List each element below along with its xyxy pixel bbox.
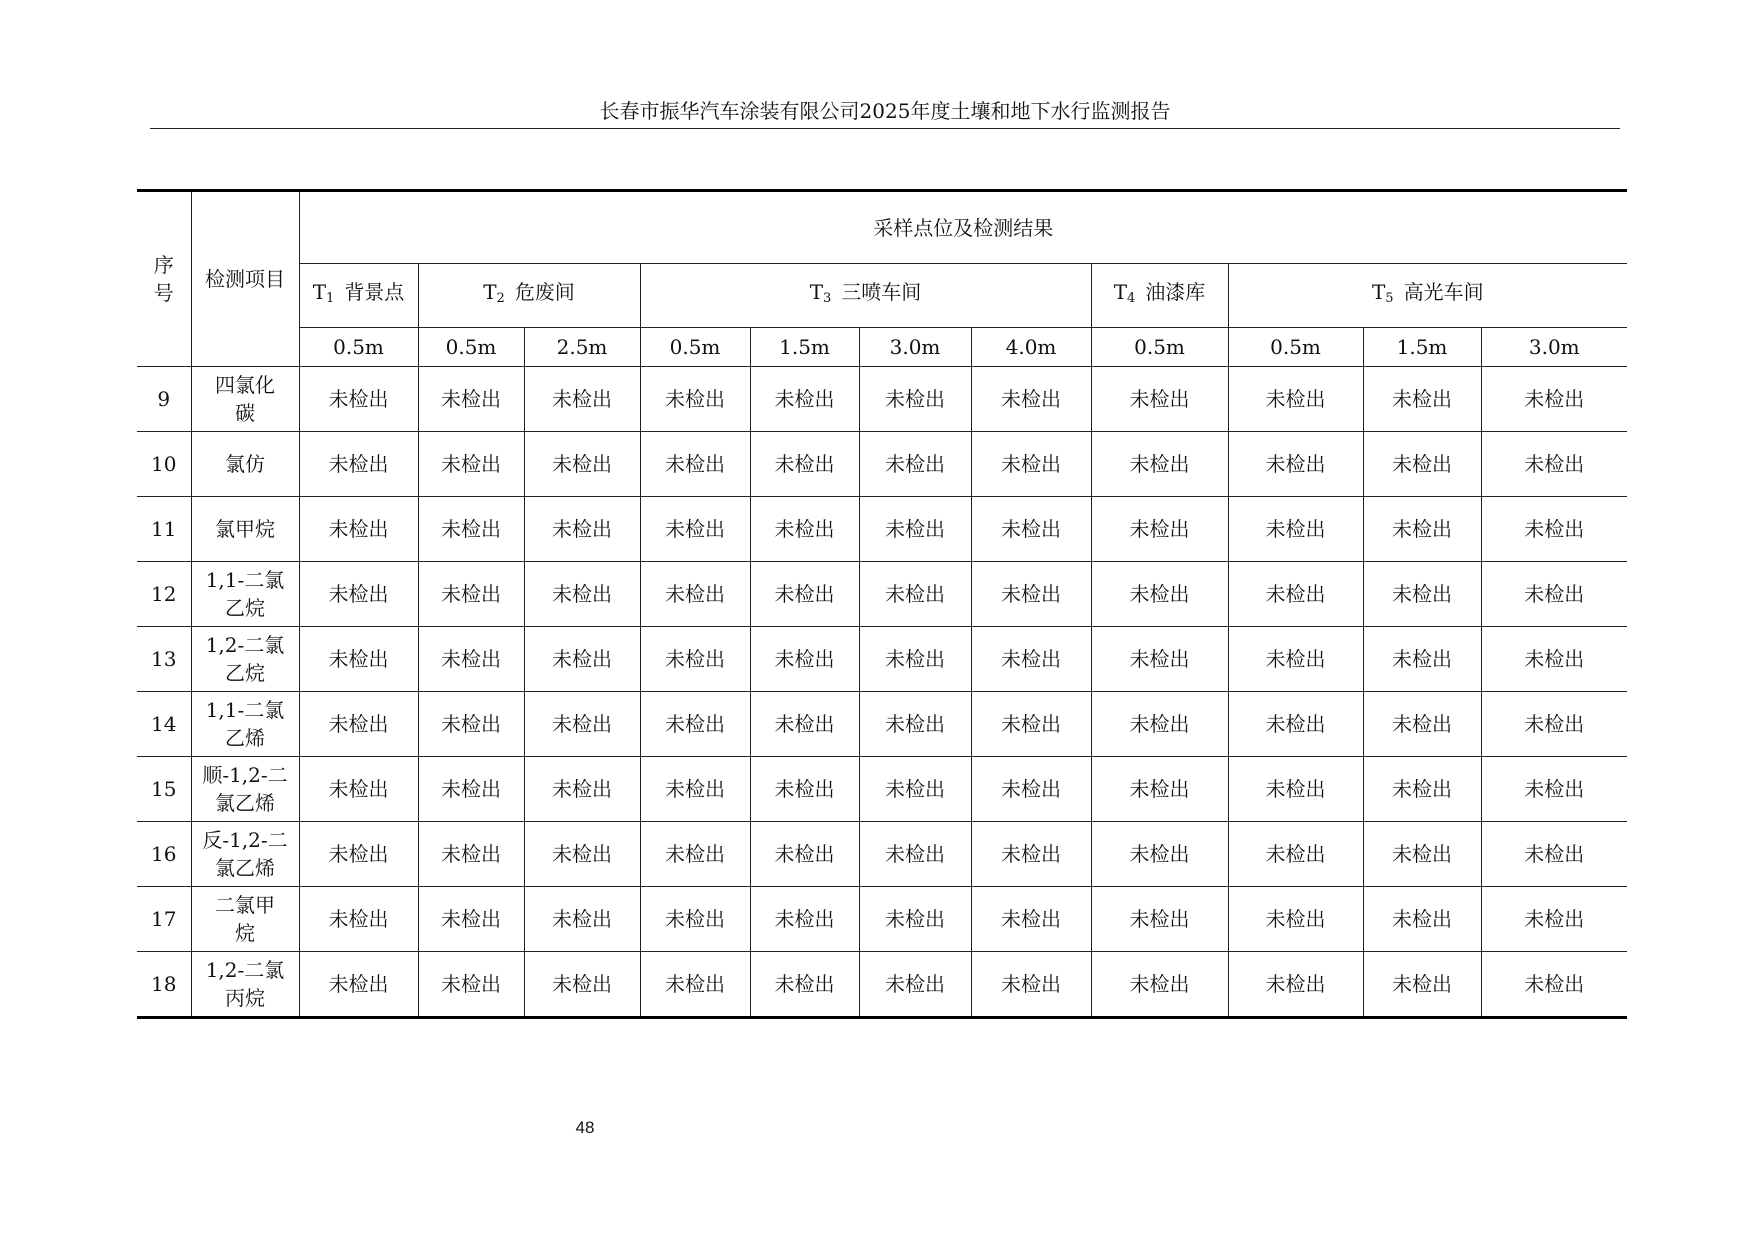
- result-cell: 未检出: [1363, 432, 1481, 497]
- result-cell: 未检出: [524, 887, 640, 952]
- result-cell: 未检出: [640, 887, 750, 952]
- result-cell: 未检出: [1481, 562, 1627, 627]
- result-cell: 未检出: [299, 627, 418, 692]
- row-seq: 10: [137, 432, 191, 497]
- row-item: [191, 757, 299, 822]
- result-cell: 未检出: [1228, 562, 1363, 627]
- page-header-title: 长春市振华汽车涂装有限公司2025年度土壤和地下水行监测报告: [150, 96, 1620, 129]
- result-cell: 未检出: [1481, 627, 1627, 692]
- site-code-subscript: 1: [326, 291, 335, 306]
- result-cell: 未检出: [640, 952, 750, 1018]
- result-cell: 未检出: [1481, 887, 1627, 952]
- result-cell: 未检出: [1228, 627, 1363, 692]
- row-seq: 16: [137, 822, 191, 887]
- result-cell: 未检出: [640, 822, 750, 887]
- result-cell: 未检出: [524, 497, 640, 562]
- result-cell: 未检出: [418, 562, 524, 627]
- table-row: [137, 562, 1627, 627]
- result-cell: 未检出: [640, 562, 750, 627]
- result-cell: 未检出: [299, 692, 418, 757]
- row-item-line: 乙烷: [225, 596, 265, 620]
- result-cell: 未检出: [1228, 497, 1363, 562]
- result-cell: 未检出: [859, 497, 971, 562]
- site-code-subscript: 5: [1385, 291, 1394, 306]
- row-item-line: 乙烯: [225, 726, 265, 750]
- row-item-line: 1,2-二氯: [205, 958, 285, 982]
- result-cell: 未检出: [1363, 497, 1481, 562]
- result-cell: 未检出: [750, 952, 859, 1018]
- result-cell: 未检出: [418, 432, 524, 497]
- result-cell: 未检出: [750, 562, 859, 627]
- row-seq: 9: [137, 367, 191, 432]
- table-row: [137, 887, 1627, 952]
- row-item-line: 碳: [235, 401, 255, 425]
- result-cell: 未检出: [418, 627, 524, 692]
- depth-header: 1.5m: [750, 328, 859, 367]
- page-number: 48: [575, 1118, 595, 1137]
- result-cell: 未检出: [859, 822, 971, 887]
- result-cell: 未检出: [640, 367, 750, 432]
- result-cell: 未检出: [859, 952, 971, 1018]
- table-row: [137, 822, 1627, 887]
- result-cell: 未检出: [971, 952, 1091, 1018]
- row-item: [191, 822, 299, 887]
- result-cell: 未检出: [859, 627, 971, 692]
- result-cell: 未检出: [750, 887, 859, 952]
- result-cell: 未检出: [1228, 367, 1363, 432]
- result-cell: 未检出: [299, 497, 418, 562]
- result-cell: 未检出: [524, 692, 640, 757]
- row-item-line: 1,2-二氯: [205, 633, 285, 657]
- result-cell: 未检出: [418, 692, 524, 757]
- site-code: T: [1113, 280, 1128, 304]
- result-cell: 未检出: [524, 952, 640, 1018]
- result-cell: 未检出: [524, 757, 640, 822]
- site-header: [418, 264, 640, 328]
- site-header: [640, 264, 1091, 328]
- result-cell: 未检出: [1363, 952, 1481, 1018]
- site-header: [1228, 264, 1627, 328]
- result-cell: 未检出: [1481, 432, 1627, 497]
- result-cell: 未检出: [1363, 562, 1481, 627]
- result-cell: 未检出: [750, 822, 859, 887]
- result-cell: 未检出: [1091, 367, 1228, 432]
- row-seq: 15: [137, 757, 191, 822]
- depth-header: 0.5m: [1228, 328, 1363, 367]
- row-seq: 13: [137, 627, 191, 692]
- result-cell: 未检出: [1481, 692, 1627, 757]
- result-cell: 未检出: [1363, 692, 1481, 757]
- col-header-group-title: 采样点位及检测结果: [299, 191, 1627, 264]
- result-cell: 未检出: [1363, 367, 1481, 432]
- result-cell: 未检出: [750, 692, 859, 757]
- row-item-line: 氯仿: [225, 452, 265, 476]
- row-item-line: 反-1,2-二: [202, 828, 288, 852]
- result-cell: 未检出: [1481, 497, 1627, 562]
- result-cell: 未检出: [1481, 822, 1627, 887]
- monitoring-results-table: [137, 189, 1627, 1019]
- site-name: 油漆库: [1145, 280, 1206, 304]
- table-row: [137, 692, 1627, 757]
- result-cell: 未检出: [971, 562, 1091, 627]
- result-cell: 未检出: [640, 757, 750, 822]
- depth-header: 1.5m: [1363, 328, 1481, 367]
- result-cell: 未检出: [640, 497, 750, 562]
- result-cell: 未检出: [971, 432, 1091, 497]
- result-cell: 未检出: [299, 757, 418, 822]
- row-item: [191, 627, 299, 692]
- result-cell: 未检出: [418, 367, 524, 432]
- row-item: [191, 367, 299, 432]
- row-item-line: 乙烷: [225, 661, 265, 685]
- result-cell: 未检出: [859, 692, 971, 757]
- col-header-seq-char: 号: [153, 281, 174, 305]
- result-cell: 未检出: [299, 887, 418, 952]
- site-name: 背景点: [344, 280, 405, 304]
- site-name: 危废间: [514, 280, 575, 304]
- result-cell: 未检出: [1228, 822, 1363, 887]
- result-cell: 未检出: [418, 497, 524, 562]
- row-seq: 17: [137, 887, 191, 952]
- row-item: [191, 562, 299, 627]
- result-cell: 未检出: [418, 952, 524, 1018]
- result-cell: 未检出: [859, 887, 971, 952]
- result-cell: 未检出: [299, 562, 418, 627]
- result-cell: 未检出: [1091, 692, 1228, 757]
- result-cell: 未检出: [524, 562, 640, 627]
- depth-header: 0.5m: [1091, 328, 1228, 367]
- table-row: [137, 952, 1627, 1018]
- result-cell: 未检出: [1091, 952, 1228, 1018]
- result-cell: 未检出: [418, 757, 524, 822]
- result-cell: 未检出: [750, 757, 859, 822]
- result-cell: 未检出: [750, 497, 859, 562]
- row-item-line: 二氯甲: [215, 893, 275, 917]
- site-header: [1091, 264, 1228, 328]
- result-cell: 未检出: [1091, 562, 1228, 627]
- result-cell: 未检出: [524, 627, 640, 692]
- result-cell: 未检出: [1481, 757, 1627, 822]
- site-code-subscript: 2: [496, 291, 505, 306]
- table-row: [137, 627, 1627, 692]
- row-item: [191, 692, 299, 757]
- row-item-line: 1,1-二氯: [205, 698, 285, 722]
- result-cell: 未检出: [1228, 692, 1363, 757]
- depth-header: 3.0m: [859, 328, 971, 367]
- result-cell: 未检出: [971, 627, 1091, 692]
- result-cell: 未检出: [1363, 627, 1481, 692]
- result-cell: 未检出: [1363, 757, 1481, 822]
- table-row: [137, 757, 1627, 822]
- result-cell: 未检出: [1091, 432, 1228, 497]
- result-cell: 未检出: [859, 367, 971, 432]
- result-cell: 未检出: [750, 627, 859, 692]
- table-row: [137, 367, 1627, 432]
- result-cell: 未检出: [299, 822, 418, 887]
- result-cell: 未检出: [859, 432, 971, 497]
- row-item-line: 丙烷: [225, 986, 265, 1010]
- row-item: [191, 952, 299, 1018]
- row-seq: 14: [137, 692, 191, 757]
- result-cell: 未检出: [971, 367, 1091, 432]
- row-item-line: 1,1-二氯: [205, 568, 285, 592]
- result-cell: 未检出: [299, 952, 418, 1018]
- site-name: 三喷车间: [841, 280, 922, 304]
- site-code: T: [809, 280, 824, 304]
- row-item-line: 氯乙烯: [215, 856, 275, 880]
- result-cell: 未检出: [971, 887, 1091, 952]
- site-code: T: [1371, 280, 1386, 304]
- result-cell: 未检出: [750, 432, 859, 497]
- result-cell: 未检出: [1228, 757, 1363, 822]
- result-cell: 未检出: [1091, 887, 1228, 952]
- result-cell: 未检出: [859, 757, 971, 822]
- row-item-line: 四氯化: [215, 373, 275, 397]
- result-cell: 未检出: [1481, 367, 1627, 432]
- result-cell: 未检出: [299, 432, 418, 497]
- result-cell: 未检出: [971, 822, 1091, 887]
- result-cell: 未检出: [971, 692, 1091, 757]
- result-cell: 未检出: [1363, 887, 1481, 952]
- result-cell: 未检出: [971, 497, 1091, 562]
- result-cell: 未检出: [640, 692, 750, 757]
- site-code: T: [312, 280, 327, 304]
- row-item: [191, 887, 299, 952]
- result-cell: 未检出: [971, 757, 1091, 822]
- result-cell: 未检出: [750, 367, 859, 432]
- col-header-item: 检测项目: [191, 191, 299, 367]
- col-header-seq: [137, 191, 191, 367]
- depth-header: 4.0m: [971, 328, 1091, 367]
- result-cell: 未检出: [1228, 952, 1363, 1018]
- result-cell: 未检出: [418, 822, 524, 887]
- result-cell: 未检出: [640, 432, 750, 497]
- result-cell: 未检出: [524, 822, 640, 887]
- depth-header: 2.5m: [524, 328, 640, 367]
- site-name: 高光车间: [1403, 280, 1484, 304]
- site-code: T: [483, 280, 497, 304]
- result-cell: 未检出: [1091, 497, 1228, 562]
- row-item: [191, 497, 299, 562]
- site-header: [299, 264, 418, 328]
- result-cell: 未检出: [299, 367, 418, 432]
- row-item: [191, 432, 299, 497]
- result-cell: 未检出: [1228, 887, 1363, 952]
- row-item-line: 氯乙烯: [215, 791, 275, 815]
- result-cell: 未检出: [524, 432, 640, 497]
- result-cell: 未检出: [1363, 822, 1481, 887]
- depth-header: 0.5m: [640, 328, 750, 367]
- result-cell: 未检出: [418, 887, 524, 952]
- depth-header: 0.5m: [299, 328, 418, 367]
- site-code-subscript: 4: [1127, 291, 1136, 306]
- depth-header: 3.0m: [1481, 328, 1627, 367]
- result-cell: 未检出: [1091, 627, 1228, 692]
- row-item-line: 烷: [235, 921, 255, 945]
- table-row: [137, 497, 1627, 562]
- row-seq: 11: [137, 497, 191, 562]
- result-cell: 未检出: [1228, 432, 1363, 497]
- result-cell: 未检出: [1091, 822, 1228, 887]
- row-seq: 12: [137, 562, 191, 627]
- row-item-line: 氯甲烷: [215, 517, 275, 541]
- col-header-seq-char: 序: [153, 253, 174, 277]
- result-cell: 未检出: [524, 367, 640, 432]
- table-row: [137, 432, 1627, 497]
- row-item-line: 顺-1,2-二: [202, 763, 288, 787]
- result-cell: 未检出: [1481, 952, 1627, 1018]
- depth-header: 0.5m: [418, 328, 524, 367]
- result-cell: 未检出: [1091, 757, 1228, 822]
- result-cell: 未检出: [859, 562, 971, 627]
- site-code-subscript: 3: [823, 291, 832, 306]
- result-cell: 未检出: [640, 627, 750, 692]
- row-seq: 18: [137, 952, 191, 1018]
